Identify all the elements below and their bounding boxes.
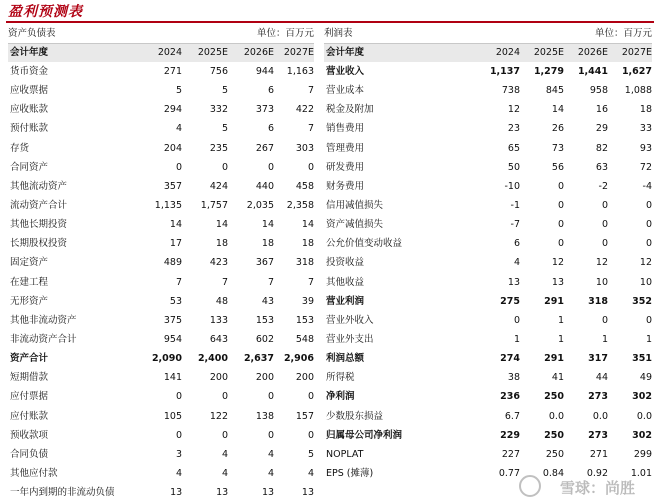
row-value: 2,090: [151, 353, 182, 365]
header-year: 2024: [157, 47, 182, 58]
table-row: [8, 81, 314, 100]
row-value: 0: [557, 219, 564, 231]
table-row: [324, 292, 652, 311]
row-label: 归属母公司净利润: [326, 429, 403, 441]
row-label: 研发费用: [326, 161, 365, 173]
row-value: 1,441: [577, 66, 608, 77]
income-statement-caption: [324, 24, 652, 43]
row-value: 1: [557, 314, 564, 326]
row-value: -1: [510, 199, 520, 211]
row-value: 53: [169, 295, 182, 307]
row-value: 17: [169, 238, 182, 250]
table-row: [8, 158, 314, 177]
row-label: 固定资产: [10, 257, 49, 269]
row-value: 26: [551, 123, 564, 135]
row-value: 351: [632, 353, 652, 365]
row-value: 291: [544, 353, 564, 365]
row-value: 14: [551, 104, 564, 116]
row-value: 41: [551, 372, 564, 384]
row-value: 0: [557, 199, 564, 211]
row-value: 0: [307, 161, 314, 173]
row-label: 营业成本: [326, 85, 365, 97]
row-value: 0: [221, 429, 228, 441]
row-value: -7: [510, 219, 520, 231]
table-row: [8, 368, 314, 387]
table-row: [324, 330, 652, 349]
row-value: 12: [551, 257, 564, 269]
row-value: 1,137: [489, 66, 520, 77]
row-value: 105: [163, 410, 182, 422]
row-value: 0: [175, 161, 182, 173]
header-year: 2027E: [621, 47, 652, 58]
row-value: 14: [301, 219, 314, 231]
row-label: 其他长期投资: [10, 219, 68, 231]
row-value: 367: [255, 257, 274, 269]
row-value: 49: [639, 372, 652, 384]
table-row: [324, 100, 652, 119]
row-label: 预付账款: [10, 123, 49, 135]
row-value: 38: [507, 372, 520, 384]
row-value: 0.0: [592, 410, 608, 422]
row-label: 存货: [10, 142, 30, 154]
row-value: 0: [601, 199, 608, 211]
row-value: 250: [544, 429, 564, 441]
row-value: 4: [221, 467, 228, 479]
row-value: 44: [595, 372, 608, 384]
table-row: [8, 292, 314, 311]
table-row: [8, 234, 314, 253]
row-value: 0: [175, 391, 182, 403]
table-row: [8, 215, 314, 234]
income-statement-body: [324, 62, 652, 483]
row-value: 14: [215, 219, 228, 231]
header-year: 2025E: [197, 47, 228, 58]
row-value: 1,627: [621, 66, 652, 77]
row-value: 138: [255, 410, 274, 422]
row-value: 153: [295, 314, 314, 326]
row-value: 0.0: [636, 410, 652, 422]
row-label: 管理费用: [326, 142, 365, 154]
balance-sheet-title: 资产负债表: [8, 28, 56, 39]
row-value: 4: [307, 467, 314, 479]
row-value: 2,906: [283, 353, 314, 365]
table-row: [8, 139, 314, 158]
row-label: 非流动资产合计: [10, 333, 77, 345]
table-row: [324, 253, 652, 272]
table-row: [8, 62, 314, 81]
row-value: 845: [545, 85, 564, 97]
row-value: 1: [645, 333, 652, 345]
row-value: 43: [261, 295, 274, 307]
row-value: 4: [267, 448, 274, 460]
row-label: 无形资产: [10, 295, 49, 307]
row-value: 3: [175, 448, 182, 460]
row-label: 财务费用: [326, 180, 365, 192]
header-year: 2026E: [577, 47, 608, 58]
row-value: 0: [645, 238, 652, 250]
row-value: 458: [295, 180, 314, 192]
row-value: 122: [209, 410, 228, 422]
table-row: [8, 445, 314, 464]
table-row: [324, 215, 652, 234]
row-value: 423: [209, 257, 228, 269]
row-value: 332: [209, 104, 228, 116]
row-value: 5: [221, 85, 228, 97]
row-value: 0.84: [542, 467, 564, 479]
watermark: 雪球：尚胜: [559, 479, 635, 497]
row-label: 应付账款: [10, 410, 49, 422]
row-value: 317: [588, 353, 608, 365]
row-value: 7: [175, 276, 182, 288]
row-value: 204: [163, 142, 182, 154]
row-value: 5: [307, 448, 314, 460]
row-value: 12: [507, 104, 520, 116]
table-row: [324, 273, 652, 292]
row-value: 2,358: [286, 199, 314, 211]
row-value: 548: [295, 333, 314, 345]
row-value: 18: [639, 104, 652, 116]
row-value: 7: [307, 276, 314, 288]
row-value: 93: [639, 142, 652, 154]
table-row: [8, 253, 314, 272]
row-value: 6.7: [504, 410, 520, 422]
title-underline: [6, 21, 654, 23]
row-value: 2,035: [246, 199, 274, 211]
table-row: [8, 100, 314, 119]
row-value: 7: [267, 276, 274, 288]
row-value: 4: [175, 123, 182, 135]
row-value: 0: [307, 391, 314, 403]
row-value: 7: [221, 276, 228, 288]
header-label: 会计年度: [10, 47, 49, 58]
row-value: 1: [513, 333, 520, 345]
row-value: 5: [175, 85, 182, 97]
row-value: 10: [595, 276, 608, 288]
row-value: 13: [507, 276, 520, 288]
row-value: 302: [632, 391, 652, 403]
row-value: 82: [595, 142, 608, 154]
row-value: 12: [639, 257, 652, 269]
row-value: 275: [500, 295, 520, 307]
row-value: 373: [255, 104, 274, 116]
table-row: [8, 483, 314, 502]
balance-sheet-panel: [8, 24, 314, 502]
row-label: 营业外支出: [326, 333, 374, 345]
row-value: 756: [209, 66, 228, 77]
row-value: 318: [295, 257, 314, 269]
row-value: 13: [261, 487, 275, 499]
table-row: [8, 177, 314, 196]
row-value: 299: [633, 448, 652, 460]
row-value: 489: [163, 257, 182, 269]
row-value: 4: [513, 257, 520, 269]
row-value: 440: [255, 180, 274, 192]
row-value: 422: [295, 104, 314, 116]
row-value: 13: [216, 487, 229, 499]
table-row: [324, 445, 652, 464]
row-value: 0.77: [498, 467, 520, 479]
table-row: [324, 407, 652, 426]
row-value: 0: [601, 238, 608, 250]
row-value: 1: [601, 333, 608, 345]
row-value: 0: [267, 429, 274, 441]
balance-sheet-caption: [8, 24, 314, 43]
row-value: 6: [513, 238, 520, 250]
row-value: 227: [501, 448, 520, 460]
row-value: 0: [513, 314, 520, 326]
row-value: 302: [632, 429, 652, 441]
row-value: 0.0: [548, 410, 564, 422]
row-value: 65: [507, 142, 520, 154]
row-value: 0: [221, 391, 228, 403]
table-row: [8, 464, 314, 483]
row-label: 应收账款: [10, 104, 49, 116]
row-value: 0: [601, 314, 608, 326]
row-value: 63: [595, 161, 608, 173]
row-value: 6: [267, 123, 274, 135]
table-row: [324, 368, 652, 387]
row-value: 14: [261, 219, 274, 231]
row-value: 16: [595, 104, 608, 116]
balance-sheet-header-row: [8, 43, 314, 62]
row-value: 18: [261, 238, 274, 250]
row-label: 营业利润: [326, 295, 365, 307]
table-row: [8, 119, 314, 138]
row-value: 6: [267, 85, 274, 97]
table-row: [324, 234, 652, 253]
row-label: 货币资金: [10, 66, 49, 77]
row-value: 4: [267, 467, 274, 479]
row-label: 长期股权投资: [10, 238, 68, 250]
row-value: 0: [645, 314, 652, 326]
row-label: 所得税: [326, 372, 355, 384]
row-value: 1,088: [624, 85, 652, 97]
row-value: 1.01: [630, 467, 652, 479]
table-row: [8, 387, 314, 406]
table-row: [8, 311, 314, 330]
row-value: 294: [163, 104, 182, 116]
row-value: 13: [170, 487, 183, 499]
row-value: 0.92: [586, 467, 608, 479]
row-value: 236: [500, 391, 520, 403]
table-row: [324, 349, 652, 368]
row-value: 944: [255, 66, 274, 77]
row-value: 12: [595, 257, 608, 269]
table-row: [8, 273, 314, 292]
table-row: [324, 81, 652, 100]
row-label: 资产减值损失: [326, 219, 384, 231]
row-value: 352: [632, 295, 652, 307]
row-value: 0: [307, 429, 314, 441]
row-value: 318: [588, 295, 608, 307]
row-value: 7: [307, 85, 314, 97]
row-value: 954: [163, 333, 182, 345]
row-value: 250: [545, 448, 564, 460]
row-value: 13: [551, 276, 564, 288]
row-label: 营业收入: [326, 66, 365, 77]
row-label: 销售费用: [326, 123, 365, 135]
row-value: 200: [295, 372, 314, 384]
row-label: 其他流动资产: [10, 180, 68, 192]
watermark-snowball-icon: [519, 475, 541, 497]
table-row: [8, 426, 314, 445]
row-value: -4: [642, 180, 652, 192]
row-value: -10: [504, 180, 520, 192]
row-label: 税金及附加: [326, 104, 374, 116]
row-value: 273: [588, 429, 608, 441]
row-value: 18: [301, 238, 314, 250]
row-value: 13: [301, 487, 315, 499]
row-label: 少数股东损益: [326, 410, 384, 422]
row-value: 267: [255, 142, 274, 154]
table-row: [8, 330, 314, 349]
row-value: 56: [551, 161, 564, 173]
row-value: 2,400: [197, 353, 228, 365]
row-value: 10: [639, 276, 652, 288]
table-row: [324, 177, 652, 196]
row-value: 33: [639, 123, 652, 135]
row-value: 0: [267, 391, 274, 403]
income-statement-header-row: [324, 43, 652, 62]
row-label: 净利润: [326, 391, 355, 403]
header-year: 2026E: [243, 47, 274, 58]
row-value: 14: [169, 219, 182, 231]
row-value: 271: [589, 448, 608, 460]
row-label: 流动资产合计: [10, 199, 68, 211]
row-value: 602: [255, 333, 274, 345]
row-value: 0: [557, 238, 564, 250]
row-label: 应收票据: [10, 85, 49, 97]
row-value: 0: [645, 199, 652, 211]
row-label: 营业外收入: [326, 314, 374, 326]
table-row: [324, 196, 652, 215]
row-value: 357: [163, 180, 182, 192]
row-value: 39: [301, 295, 314, 307]
row-value: 738: [501, 85, 520, 97]
row-value: 200: [255, 372, 274, 384]
header-year: 2024: [495, 47, 520, 58]
row-value: 958: [589, 85, 608, 97]
row-value: 303: [295, 142, 314, 154]
row-value: 1,135: [154, 199, 182, 211]
row-value: 291: [544, 295, 564, 307]
table-row: [324, 139, 652, 158]
row-value: 141: [163, 372, 182, 384]
row-value: 4: [175, 467, 182, 479]
row-value: 0: [221, 161, 228, 173]
row-label: 利润总额: [326, 353, 365, 365]
balance-sheet-body: [8, 62, 314, 502]
row-value: 235: [209, 142, 228, 154]
row-label: 在建工程: [10, 276, 49, 288]
row-value: 250: [544, 391, 564, 403]
header-year: 2025E: [533, 47, 564, 58]
income-statement-panel: [324, 24, 652, 483]
table-row: [324, 387, 652, 406]
row-value: 50: [507, 161, 520, 173]
row-value: 18: [215, 238, 228, 250]
row-label: 资产合计: [10, 353, 49, 365]
row-value: 271: [163, 66, 182, 77]
row-label: 其他应付款: [10, 467, 58, 479]
row-label: NOPLAT: [326, 448, 364, 460]
row-value: 1,757: [200, 199, 228, 211]
row-value: 2,637: [243, 353, 274, 365]
row-value: 200: [209, 372, 228, 384]
row-value: 0: [175, 429, 182, 441]
row-label: 合同负债: [10, 448, 49, 460]
row-value: 1,163: [286, 66, 314, 77]
row-value: 7: [307, 123, 314, 135]
row-value: 48: [215, 295, 228, 307]
row-value: 153: [255, 314, 274, 326]
row-label: 公允价值变动收益: [326, 238, 403, 250]
income-statement-title: 利润表: [324, 28, 353, 39]
header-year: 2027E: [283, 47, 314, 58]
row-label: 一年内到期的非流动负债: [10, 487, 115, 499]
row-label: EPS (摊薄): [326, 467, 374, 479]
row-value: 1: [557, 333, 564, 345]
table-row: [324, 426, 652, 445]
row-value: 73: [551, 142, 564, 154]
table-row: [324, 158, 652, 177]
table-row: [8, 407, 314, 426]
table-row: [324, 62, 652, 81]
row-label: 其他收益: [326, 276, 365, 288]
row-value: 424: [209, 180, 228, 192]
row-label: 预收款项: [10, 429, 49, 441]
row-value: 274: [500, 353, 520, 365]
row-value: 643: [209, 333, 228, 345]
row-label: 其他非流动资产: [10, 314, 77, 326]
row-label: 信用减值损失: [326, 199, 384, 211]
row-value: 0: [645, 219, 652, 231]
row-value: -2: [598, 180, 608, 192]
row-value: 29: [595, 123, 608, 135]
balance-sheet-unit: 单位：百万元: [256, 28, 314, 39]
income-statement-unit: 单位：百万元: [594, 28, 652, 39]
header-label: 会计年度: [326, 47, 365, 58]
report-title: 盈利预测表: [8, 4, 83, 20]
row-value: 133: [209, 314, 228, 326]
row-label: 合同资产: [10, 161, 49, 173]
row-value: 0: [557, 180, 564, 192]
row-value: 23: [507, 123, 520, 135]
table-row: [8, 349, 314, 368]
row-value: 273: [588, 391, 608, 403]
table-row: [8, 196, 314, 215]
row-value: 157: [295, 410, 314, 422]
table-row: [324, 311, 652, 330]
row-value: 0: [601, 219, 608, 231]
row-label: 投资收益: [326, 257, 365, 269]
row-value: 4: [221, 448, 228, 460]
row-value: 229: [500, 429, 520, 441]
row-value: 0: [267, 161, 274, 173]
table-row: [324, 119, 652, 138]
row-value: 72: [639, 161, 652, 173]
row-value: 1,279: [533, 66, 564, 77]
row-value: 375: [163, 314, 182, 326]
row-label: 短期借款: [10, 372, 49, 384]
row-value: 5: [221, 123, 228, 135]
row-label: 应付票据: [10, 391, 49, 403]
